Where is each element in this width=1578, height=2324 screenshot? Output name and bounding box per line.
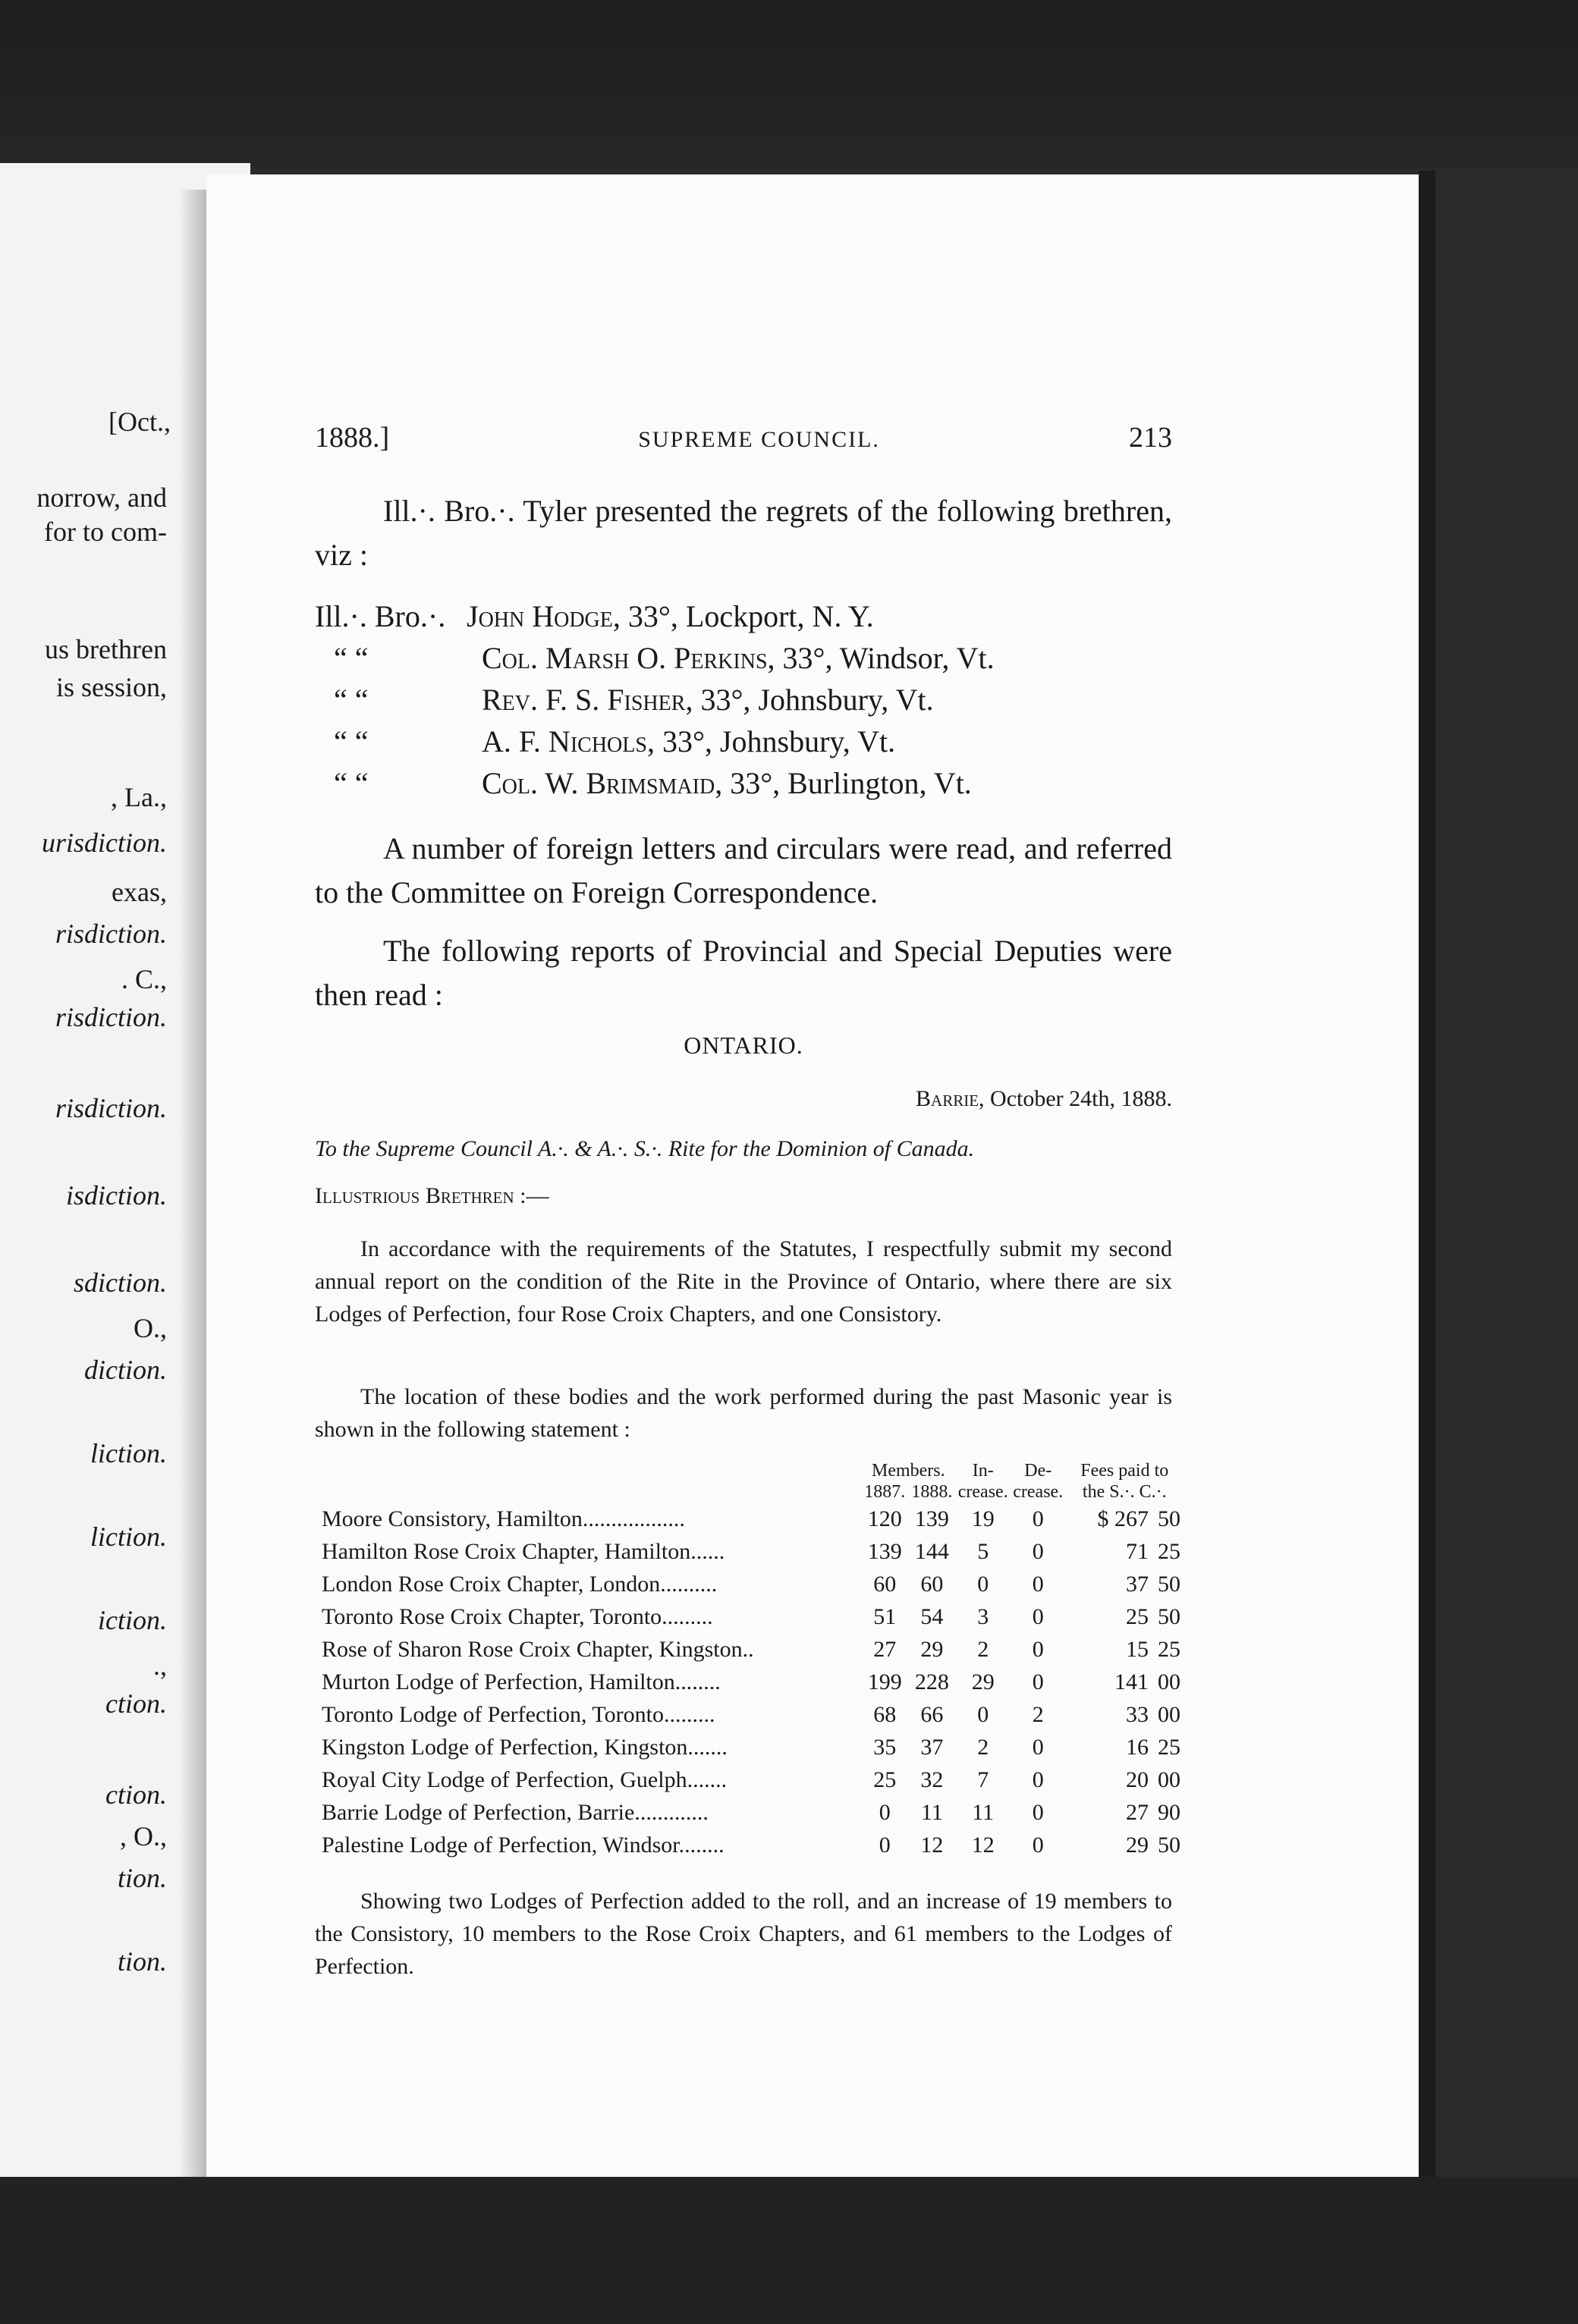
report-heading: ONTARIO. — [684, 1032, 803, 1059]
fees-cents: 00 — [1158, 1669, 1180, 1694]
members-header: Members. — [871, 1461, 945, 1481]
body-name: Hamilton Rose Croix Chapter, Hamilton...... — [322, 1539, 725, 1564]
right-page — [206, 174, 1428, 2177]
left-page-fragment: for to com- — [44, 517, 167, 547]
members-1888: 29 — [920, 1637, 944, 1662]
scan-background-top — [0, 0, 1578, 167]
increase-value: 2 — [977, 1735, 989, 1760]
members-1887: 27 — [873, 1637, 897, 1662]
decrease-value: 0 — [1032, 1800, 1044, 1825]
members-1888: 228 — [914, 1669, 949, 1694]
members-1887: 25 — [873, 1767, 897, 1792]
increase-value: 0 — [977, 1572, 989, 1597]
body-name: Toronto Lodge of Perfection, Toronto......... — [322, 1702, 715, 1727]
left-page-fragment: us brethren — [45, 634, 167, 664]
report-paragraph-2: The location of these bodies and the work performed during the past Masonic year is shown in the following statement : — [315, 1384, 1172, 1442]
fees-value — [1065, 1503, 1184, 1535]
page-number: 213 — [1128, 422, 1172, 454]
left-page-fragment: urisdiction. — [41, 828, 167, 858]
increase-value: 0 — [977, 1702, 989, 1727]
left-page-fragment: risdiction. — [55, 1093, 167, 1123]
table-row — [319, 1796, 1184, 1829]
members-1887: 68 — [873, 1702, 897, 1727]
left-page-fragment: ., — [153, 1650, 167, 1681]
decrease-header-top: De- — [1024, 1461, 1052, 1481]
regret-entry — [315, 679, 1172, 721]
left-page-fragment: risdiction. — [55, 919, 167, 949]
left-page-fragment: norrow, and — [36, 482, 167, 513]
regret-prefix: “ “ — [334, 724, 369, 758]
members-1888: 37 — [920, 1735, 944, 1760]
fees-dollars: 29 — [1126, 1833, 1149, 1858]
left-page-fragment: O., — [134, 1313, 167, 1343]
increase-header-bottom: crease. — [957, 1482, 1008, 1502]
members-1888: 54 — [920, 1604, 944, 1629]
statement-table — [319, 1460, 1184, 1861]
members-1888: 32 — [920, 1767, 944, 1792]
fees-value — [1065, 1666, 1184, 1698]
left-page-fragment: . C., — [121, 964, 167, 994]
members-1887: 60 — [873, 1572, 897, 1597]
fees-value — [1065, 1796, 1184, 1829]
fees-header-bottom: the S.·. C.·. — [1082, 1482, 1167, 1502]
scan-background-bottom — [0, 2177, 1578, 2324]
left-page-fragment: [Oct., — [108, 407, 171, 437]
table-row — [319, 1763, 1184, 1796]
body-name: Toronto Rose Croix Chapter, Toronto......... — [322, 1604, 713, 1629]
decrease-value: 0 — [1032, 1669, 1044, 1694]
left-page-fragment: tion. — [117, 1946, 167, 1977]
fees-dollars: 37 — [1126, 1572, 1149, 1597]
regret-detail: , 33°, Johnsbury, Vt. — [685, 683, 934, 717]
table-row — [319, 1731, 1184, 1763]
fees-header-top: Fees paid to — [1080, 1461, 1169, 1481]
members-1887: 0 — [879, 1833, 891, 1858]
members-1887: 51 — [873, 1604, 897, 1629]
regret-entry — [315, 637, 1172, 679]
body-name: Kingston Lodge of Perfection, Kingston....... — [322, 1735, 728, 1760]
left-page-fragment: ction. — [105, 1779, 167, 1810]
body-name: London Rose Croix Chapter, London.......... — [322, 1572, 718, 1597]
members-1887: 199 — [867, 1669, 902, 1694]
table-row — [319, 1535, 1184, 1568]
fees-cents: 25 — [1158, 1735, 1180, 1760]
year-1888-header: 1888. — [911, 1482, 953, 1502]
fees-value — [1065, 1829, 1184, 1861]
decrease-value: 0 — [1032, 1506, 1044, 1531]
decrease-value: 0 — [1032, 1735, 1044, 1760]
intro-paragraph: Ill.·. Bro.·. Tyler presented the regrets of the following brethren, viz : — [315, 494, 1172, 572]
members-1887: 0 — [879, 1800, 891, 1825]
fees-cents: 00 — [1158, 1767, 1180, 1792]
foreign-letters-paragraph: A number of foreign letters and circulars were read, and referred to the Committee on Foreign Correspondence. — [315, 831, 1172, 909]
increase-value: 7 — [977, 1767, 989, 1792]
header-title: SUPREME COUNCIL. — [638, 427, 880, 452]
fees-cents: 50 — [1158, 1833, 1180, 1858]
fees-cents: 25 — [1158, 1637, 1180, 1662]
members-1888: 66 — [920, 1702, 944, 1727]
fees-cents: 50 — [1158, 1604, 1180, 1629]
fees-cents: 00 — [1158, 1702, 1180, 1727]
body-name: Royal City Lodge of Perfection, Guelph....... — [322, 1767, 728, 1792]
regrets-list — [315, 595, 1172, 804]
increase-value: 3 — [977, 1604, 989, 1629]
members-1888: 144 — [914, 1539, 949, 1564]
body-name: Rose of Sharon Rose Croix Chapter, Kingston.. — [322, 1637, 754, 1662]
body-name: Barrie Lodge of Perfection, Barrie............. — [322, 1800, 709, 1825]
table-row — [319, 1503, 1184, 1535]
regret-prefix: Ill.·. Bro.·. — [315, 599, 446, 633]
fees-cents: 50 — [1158, 1572, 1180, 1597]
regret-prefix: “ “ — [334, 766, 369, 800]
members-1888: 139 — [914, 1506, 949, 1531]
regret-prefix: “ “ — [334, 641, 369, 675]
fees-dollars: 71 — [1126, 1539, 1149, 1564]
left-page-fragment: liction. — [90, 1522, 167, 1552]
header-year: 1888.] — [315, 422, 390, 454]
table-row — [319, 1666, 1184, 1698]
report-salutation: Illustrious Brethren :— — [315, 1183, 549, 1208]
report-paragraph-1: In accordance with the requirements of the Statutes, I respectfully submit my second annual report on the condition of the Rite in the Province of Ontario, where there are six Lodges of Perfection, four Rose Croix Chapters, and one Consistory. — [315, 1236, 1172, 1327]
table-row — [319, 1698, 1184, 1731]
regret-name: Col. Marsh O. Perkins — [482, 641, 768, 675]
year-1887-header: 1887. — [864, 1482, 906, 1502]
fees-value — [1065, 1698, 1184, 1731]
reports-intro-paragraph: The following reports of Provincial and Special Deputies were then read : — [315, 934, 1172, 1012]
decrease-value: 2 — [1032, 1702, 1044, 1727]
fees-dollars: 15 — [1126, 1637, 1149, 1662]
fees-value — [1065, 1731, 1184, 1763]
fees-dollars: 141 — [1114, 1669, 1149, 1694]
left-page-fragment: liction. — [90, 1438, 167, 1468]
fees-cents: 25 — [1158, 1539, 1180, 1564]
running-head — [315, 421, 1172, 459]
members-1887: 139 — [867, 1539, 902, 1564]
fees-dollars: $ 267 — [1097, 1506, 1149, 1531]
left-page-fragment: is session, — [55, 672, 167, 702]
left-page-fragment: ction. — [105, 1688, 167, 1719]
regret-prefix: “ “ — [334, 683, 369, 717]
members-1888: 12 — [920, 1833, 944, 1858]
regret-entry — [315, 721, 1172, 762]
left-page-fragment: isdiction. — [66, 1180, 167, 1211]
members-1887: 120 — [867, 1506, 902, 1531]
body-name: Murton Lodge of Perfection, Hamilton........ — [322, 1669, 721, 1694]
decrease-value: 0 — [1032, 1572, 1044, 1597]
fees-dollars: 20 — [1126, 1767, 1149, 1792]
decrease-value: 0 — [1032, 1539, 1044, 1564]
left-page-fragment: risdiction. — [55, 1002, 167, 1032]
decrease-value: 0 — [1032, 1767, 1044, 1792]
left-page-fragment: diction. — [84, 1355, 167, 1385]
fees-value — [1065, 1600, 1184, 1633]
regret-name: Col. W. Brimsmaid — [482, 766, 715, 800]
regret-entry — [315, 762, 1172, 804]
table-row — [319, 1829, 1184, 1861]
members-1887: 35 — [873, 1735, 897, 1760]
decrease-value: 0 — [1032, 1604, 1044, 1629]
regret-name: Rev. F. S. Fisher — [482, 683, 686, 717]
left-page-fragment: , O., — [120, 1821, 167, 1851]
fees-dollars: 27 — [1126, 1800, 1149, 1825]
left-page-fragment: tion. — [117, 1863, 167, 1893]
regret-detail: , 33°, Johnsbury, Vt. — [646, 724, 896, 758]
regret-detail: , 33°, Burlington, Vt. — [715, 766, 972, 800]
fees-cents: 90 — [1158, 1800, 1180, 1825]
left-page-fragment: iction. — [98, 1605, 167, 1635]
fees-value — [1065, 1763, 1184, 1796]
left-page-fragment: sdiction. — [74, 1267, 167, 1298]
report-closing-paragraph: Showing two Lodges of Perfection added to the roll, and an increase of 19 members to the Consistory, 10 members to the Rose Croix Chapters, and 61 members to the Lodges of Perfection. — [315, 1889, 1172, 1979]
fees-dollars: 33 — [1126, 1702, 1149, 1727]
increase-value: 11 — [972, 1800, 995, 1825]
decrease-header-bottom: crease. — [1013, 1482, 1064, 1502]
table-row — [319, 1633, 1184, 1666]
increase-value: 5 — [977, 1539, 989, 1564]
report-date: , October 24th, 1888. — [979, 1086, 1172, 1111]
regret-detail: , 33°, Lockport, N. Y. — [612, 599, 874, 633]
fees-cents: 50 — [1158, 1506, 1180, 1531]
fees-value — [1065, 1568, 1184, 1600]
body-name: Palestine Lodge of Perfection, Windsor........ — [322, 1833, 725, 1858]
increase-value: 19 — [971, 1506, 995, 1531]
decrease-value: 0 — [1032, 1637, 1044, 1662]
table-header-row-bottom — [319, 1481, 1184, 1503]
report-dateline — [315, 1086, 1172, 1112]
body-name: Moore Consistory, Hamilton.................. — [322, 1506, 685, 1531]
fees-dollars: 16 — [1126, 1735, 1149, 1760]
regret-name: John Hodge — [467, 599, 613, 633]
table-row — [319, 1568, 1184, 1600]
fees-value — [1065, 1535, 1184, 1568]
left-page-fragment: , La., — [111, 782, 167, 812]
fees-dollars: 25 — [1126, 1604, 1149, 1629]
members-1888: 11 — [920, 1800, 943, 1825]
regret-entry — [315, 595, 1172, 637]
members-1888: 60 — [920, 1572, 944, 1597]
report-place: Barrie — [916, 1086, 979, 1111]
regret-name: A. F. Nichols — [482, 724, 647, 758]
table-header-row-top — [319, 1460, 1184, 1481]
fees-value — [1065, 1633, 1184, 1666]
regret-detail: , 33°, Windsor, Vt. — [767, 641, 995, 675]
increase-header-top: In- — [972, 1461, 994, 1481]
left-page-fragment: exas, — [112, 877, 167, 907]
report-address: To the Supreme Council A.·. & A.·. S.·. Rite for the Dominion of Canada. — [315, 1136, 975, 1161]
increase-value: 2 — [977, 1637, 989, 1662]
table-row — [319, 1600, 1184, 1633]
increase-value: 29 — [971, 1669, 995, 1694]
page-edge — [1419, 171, 1435, 2181]
increase-value: 12 — [971, 1833, 995, 1858]
decrease-value: 0 — [1032, 1833, 1044, 1858]
